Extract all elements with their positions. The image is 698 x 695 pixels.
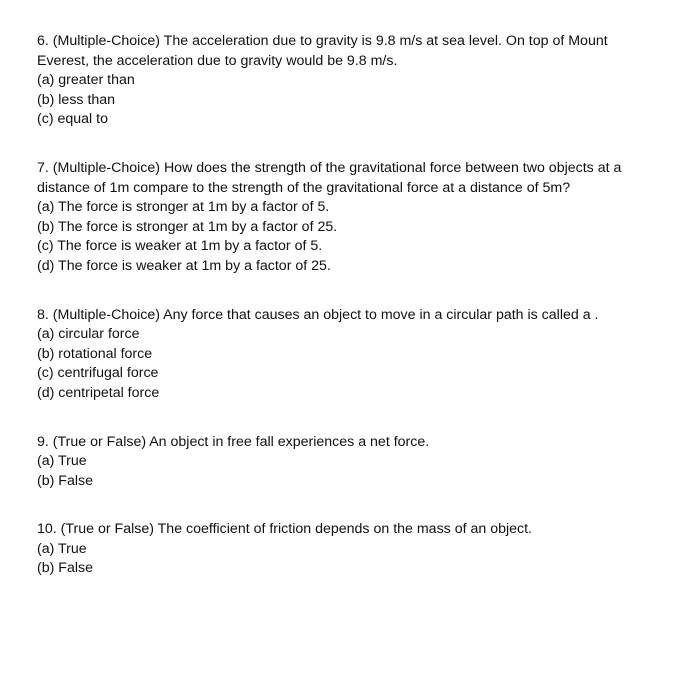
option-b: (b) less than xyxy=(37,91,116,108)
question-text: 9. (True or False) An object in free fall experiences a net force. xyxy=(37,433,430,450)
option-a: (a) True xyxy=(37,453,87,470)
quiz-page xyxy=(37,32,667,579)
question-text: 8. (Multiple-Choice) Any force that causes an object to move in a circular path is called a . xyxy=(37,306,599,323)
option-list xyxy=(37,452,667,491)
option-b: (b) The force is stronger at 1m by a factor of 25. xyxy=(37,218,338,235)
question-10 xyxy=(37,520,667,579)
option-list xyxy=(37,540,667,579)
question-8 xyxy=(37,306,667,404)
question-text: 6. (Multiple-Choice) The acceleration due to gravity is 9.8 m/s at sea level. On top of Mount Everest, the acceleration due to gravity would be 9.8 m/s. xyxy=(37,33,608,69)
option-a: (a) greater than xyxy=(37,72,135,89)
option-a: (a) circular force xyxy=(37,326,140,343)
question-9 xyxy=(37,433,667,492)
question-text: 10. (True or False) The coefficient of friction depends on the mass of an object. xyxy=(37,521,532,538)
option-c: (c) centrifugal force xyxy=(37,365,159,382)
option-c: (c) equal to xyxy=(37,111,108,128)
option-b: (b) False xyxy=(37,560,93,577)
option-a: (a) True xyxy=(37,540,87,557)
option-b: (b) rotational force xyxy=(37,345,153,362)
option-d: (d) centripetal force xyxy=(37,384,160,401)
option-list xyxy=(37,198,667,276)
option-c: (c) The force is weaker at 1m by a factor of 5. xyxy=(37,238,323,255)
question-text: 7. (Multiple-Choice) How does the strength of the gravitational force between two objects at a distance of 1m compare to the strength of the gravitational force at a distance of 5m? xyxy=(37,159,622,196)
option-b: (b) False xyxy=(37,472,93,489)
question-7 xyxy=(37,159,667,277)
option-d: (d) The force is weaker at 1m by a factor of 25. xyxy=(37,257,331,274)
question-6 xyxy=(37,32,667,130)
option-list xyxy=(37,325,667,403)
option-list xyxy=(37,71,667,130)
option-a: (a) The force is stronger at 1m by a factor of 5. xyxy=(37,199,330,216)
